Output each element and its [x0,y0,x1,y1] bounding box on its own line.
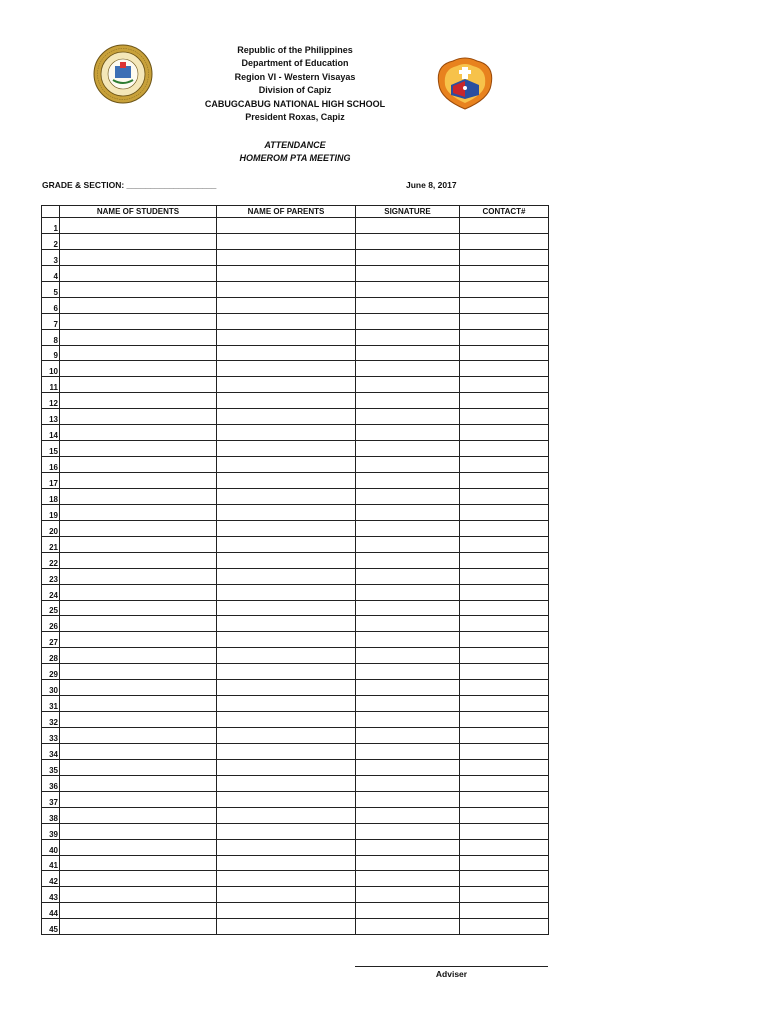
parent-name-cell[interactable] [217,409,356,425]
signature-cell[interactable] [356,712,460,728]
parent-name-cell[interactable] [217,265,356,281]
row-number: 23 [42,568,60,584]
student-name-cell[interactable] [60,855,217,871]
row-number: 26 [42,616,60,632]
header-region: Region VI - Western Visayas [234,71,356,82]
table-row [42,632,549,648]
table-row [42,218,549,234]
contact-cell[interactable] [460,743,549,759]
signature-cell[interactable] [356,632,460,648]
adviser-label: Adviser [435,969,468,979]
row-number: 8 [42,329,60,345]
row-number: 45 [42,919,60,935]
contact-cell[interactable] [460,664,549,680]
student-name-cell[interactable] [60,488,217,504]
parent-name-cell[interactable] [217,552,356,568]
signature-cell[interactable] [356,377,460,393]
contact-cell[interactable] [460,409,549,425]
student-name-cell[interactable] [60,807,217,823]
row-number: 17 [42,473,60,489]
parent-name-cell[interactable] [217,903,356,919]
parent-name-cell[interactable] [217,759,356,775]
table-row [42,600,549,616]
contact-cell[interactable] [460,329,549,345]
row-number: 43 [42,887,60,903]
parent-name-cell[interactable] [217,823,356,839]
row-number: 10 [42,361,60,377]
signature-cell[interactable] [356,791,460,807]
row-number: 11 [42,377,60,393]
signature-cell[interactable] [356,568,460,584]
student-name-cell[interactable] [60,536,217,552]
contact-cell[interactable] [460,393,549,409]
student-name-cell[interactable] [60,680,217,696]
student-name-cell[interactable] [60,903,217,919]
parent-name-cell[interactable] [217,680,356,696]
row-number: 20 [42,520,60,536]
parent-name-cell[interactable] [217,568,356,584]
student-name-cell[interactable] [60,297,217,313]
contact-cell[interactable] [460,712,549,728]
contact-cell[interactable] [460,839,549,855]
contact-cell[interactable] [460,345,549,361]
contact-cell[interactable] [460,361,549,377]
parent-name-cell[interactable] [217,249,356,265]
student-name-cell[interactable] [60,249,217,265]
table-row [42,441,549,457]
contact-cell[interactable] [460,504,549,520]
table-row [42,233,549,249]
student-name-cell[interactable] [60,457,217,473]
student-name-cell[interactable] [60,823,217,839]
signature-cell[interactable] [356,648,460,664]
table-row [42,568,549,584]
contact-cell[interactable] [460,265,549,281]
parent-name-cell[interactable] [217,791,356,807]
table-row [42,791,549,807]
table-row [42,728,549,744]
signature-cell[interactable] [356,839,460,855]
contact-cell[interactable] [460,775,549,791]
contact-cell[interactable] [460,377,549,393]
table-row [42,265,549,281]
header-department: Department of Education [241,58,349,69]
student-name-cell[interactable] [60,839,217,855]
row-number: 39 [42,823,60,839]
row-number: 30 [42,680,60,696]
header-school-name: CABUGCABUG NATIONAL HIGH SCHOOL [204,98,386,109]
row-number: 40 [42,839,60,855]
contact-cell[interactable] [460,855,549,871]
student-name-cell[interactable] [60,504,217,520]
parent-name-cell[interactable] [217,919,356,935]
signature-cell[interactable] [356,425,460,441]
table-row [42,759,549,775]
signature-cell[interactable] [356,696,460,712]
row-number: 31 [42,696,60,712]
row-number: 9 [42,345,60,361]
table-row [42,504,549,520]
row-number: 5 [42,281,60,297]
contact-cell[interactable] [460,648,549,664]
table-row [42,361,549,377]
signature-cell[interactable] [356,504,460,520]
student-name-cell[interactable] [60,218,217,234]
row-number: 14 [42,425,60,441]
table-row [42,552,549,568]
contact-cell[interactable] [460,536,549,552]
student-name-cell[interactable] [60,712,217,728]
parent-name-cell[interactable] [217,393,356,409]
parent-name-cell[interactable] [217,488,356,504]
parent-name-cell[interactable] [217,664,356,680]
table-row [42,775,549,791]
contact-cell[interactable] [460,457,549,473]
table-row [42,807,549,823]
student-name-cell[interactable] [60,759,217,775]
contact-cell[interactable] [460,313,549,329]
parent-name-cell[interactable] [217,536,356,552]
signature-cell[interactable] [356,552,460,568]
parent-name-cell[interactable] [217,297,356,313]
signature-cell[interactable] [356,520,460,536]
table-row [42,664,549,680]
contact-cell[interactable] [460,887,549,903]
signature-cell[interactable] [356,919,460,935]
row-number: 28 [42,648,60,664]
row-number: 18 [42,488,60,504]
row-number: 32 [42,712,60,728]
row-number: 4 [42,265,60,281]
signature-cell[interactable] [356,807,460,823]
table-row [42,919,549,935]
title-attendance: ATTENDANCE [264,140,326,150]
contact-cell[interactable] [460,218,549,234]
table-row [42,313,549,329]
student-name-cell[interactable] [60,743,217,759]
parent-name-cell[interactable] [217,632,356,648]
row-number: 13 [42,409,60,425]
student-name-cell[interactable] [60,616,217,632]
row-number: 2 [42,233,60,249]
table-row [42,377,549,393]
table-header-row [42,206,549,218]
table-row [42,680,549,696]
title-meeting: HOMEROM PTA MEETING [239,153,351,164]
column-header-signature: SIGNATURE [356,206,460,218]
signature-cell[interactable] [356,488,460,504]
table-row [42,871,549,887]
contact-cell[interactable] [460,281,549,297]
contact-cell[interactable] [460,233,549,249]
table-row [42,712,549,728]
parent-name-cell[interactable] [217,457,356,473]
parent-name-cell[interactable] [217,600,356,616]
student-name-cell[interactable] [60,377,217,393]
table-row [42,345,549,361]
signature-cell[interactable] [356,871,460,887]
signature-cell[interactable] [356,233,460,249]
contact-cell[interactable] [460,520,549,536]
signature-cell[interactable] [356,441,460,457]
parent-name-cell[interactable] [217,504,356,520]
meeting-date: June 8, 2017 [406,180,457,190]
signature-cell[interactable] [356,823,460,839]
signature-cell[interactable] [356,887,460,903]
parent-name-cell[interactable] [217,728,356,744]
parent-name-cell[interactable] [217,281,356,297]
student-name-cell[interactable] [60,361,217,377]
signature-cell[interactable] [356,265,460,281]
table-row [42,823,549,839]
contact-cell[interactable] [460,632,549,648]
parent-name-cell[interactable] [217,218,356,234]
row-number: 41 [42,855,60,871]
signature-cell[interactable] [356,600,460,616]
table-row [42,409,549,425]
row-number: 33 [42,728,60,744]
row-number: 38 [42,807,60,823]
row-number: 21 [42,536,60,552]
column-header-contact: CONTACT# [460,206,549,218]
row-number: 25 [42,600,60,616]
parent-name-cell[interactable] [217,520,356,536]
student-name-cell[interactable] [60,887,217,903]
contact-cell[interactable] [460,919,549,935]
student-name-cell[interactable] [60,728,217,744]
row-number: 7 [42,313,60,329]
row-number: 27 [42,632,60,648]
table-row [42,536,549,552]
parent-name-cell[interactable] [217,616,356,632]
table-row [42,488,549,504]
parent-name-cell[interactable] [217,775,356,791]
contact-cell[interactable] [460,488,549,504]
signature-cell[interactable] [356,249,460,265]
student-name-cell[interactable] [60,871,217,887]
table-row [42,887,549,903]
contact-cell[interactable] [460,600,549,616]
table-row [42,457,549,473]
student-name-cell[interactable] [60,584,217,600]
contact-cell[interactable] [460,473,549,489]
contact-cell[interactable] [460,903,549,919]
row-number: 29 [42,664,60,680]
row-number: 22 [42,552,60,568]
student-name-cell[interactable] [60,775,217,791]
contact-cell[interactable] [460,568,549,584]
row-number: 6 [42,297,60,313]
contact-cell[interactable] [460,680,549,696]
row-number: 35 [42,759,60,775]
parent-name-cell[interactable] [217,425,356,441]
header-republic: Republic of the Philippines [237,45,353,55]
row-number: 36 [42,775,60,791]
table-row [42,393,549,409]
adviser-signature-line [355,966,548,967]
contact-cell[interactable] [460,552,549,568]
student-name-cell[interactable] [60,345,217,361]
parent-name-cell[interactable] [217,313,356,329]
contact-cell[interactable] [460,441,549,457]
row-number: 12 [42,393,60,409]
table-row [42,903,549,919]
student-name-cell[interactable] [60,791,217,807]
signature-cell[interactable] [356,393,460,409]
student-name-cell[interactable] [60,393,217,409]
signature-cell[interactable] [356,728,460,744]
contact-cell[interactable] [460,297,549,313]
student-name-cell[interactable] [60,329,217,345]
parent-name-cell[interactable] [217,377,356,393]
student-name-cell[interactable] [60,632,217,648]
parent-name-cell[interactable] [217,361,356,377]
parent-name-cell[interactable] [217,648,356,664]
contact-cell[interactable] [460,616,549,632]
signature-cell[interactable] [356,584,460,600]
column-header-parents: NAME OF PARENTS [217,206,356,218]
signature-cell[interactable] [356,743,460,759]
signature-cell[interactable] [356,616,460,632]
contact-cell[interactable] [460,696,549,712]
school-seal-logo [433,55,497,111]
contact-cell[interactable] [460,728,549,744]
table-row [42,743,549,759]
row-number: 1 [42,218,60,234]
document-title [195,139,395,166]
student-name-cell[interactable] [60,568,217,584]
table-row [42,425,549,441]
parent-name-cell[interactable] [217,855,356,871]
student-name-cell[interactable] [60,441,217,457]
student-name-cell[interactable] [60,919,217,935]
table-row [42,584,549,600]
student-name-cell[interactable] [60,233,217,249]
signature-cell[interactable] [356,409,460,425]
row-number: 3 [42,249,60,265]
student-name-cell[interactable] [60,648,217,664]
parent-name-cell[interactable] [217,473,356,489]
signature-cell[interactable] [356,536,460,552]
table-row [42,297,549,313]
parent-name-cell[interactable] [217,441,356,457]
signature-cell[interactable] [356,329,460,345]
student-name-cell[interactable] [60,552,217,568]
contact-cell[interactable] [460,807,549,823]
table-row [42,855,549,871]
parent-name-cell[interactable] [217,839,356,855]
attendance-table [41,205,549,935]
table-row [42,696,549,712]
parent-name-cell[interactable] [217,887,356,903]
signature-cell[interactable] [356,313,460,329]
header-division: Division of Capiz [258,85,332,96]
row-number: 19 [42,504,60,520]
table-row [42,648,549,664]
parent-name-cell[interactable] [217,233,356,249]
row-number: 16 [42,457,60,473]
student-name-cell[interactable] [60,313,217,329]
header-location: President Roxas, Capiz [245,112,345,123]
signature-cell[interactable] [356,855,460,871]
parent-name-cell[interactable] [217,584,356,600]
parent-name-cell[interactable] [217,345,356,361]
contact-cell[interactable] [460,425,549,441]
table-row [42,616,549,632]
table-row [42,281,549,297]
student-name-cell[interactable] [60,265,217,281]
signature-cell[interactable] [356,297,460,313]
parent-name-cell[interactable] [217,712,356,728]
student-name-cell[interactable] [60,473,217,489]
parent-name-cell[interactable] [217,743,356,759]
student-name-cell[interactable] [60,281,217,297]
division-seal-logo [93,44,153,104]
contact-cell[interactable] [460,584,549,600]
signature-cell[interactable] [356,680,460,696]
student-name-cell[interactable] [60,409,217,425]
signature-cell[interactable] [356,664,460,680]
parent-name-cell[interactable] [217,696,356,712]
contact-cell[interactable] [460,759,549,775]
contact-cell[interactable] [460,791,549,807]
grade-section-field: GRADE & SECTION: ___________________ [42,180,217,190]
row-number: 44 [42,903,60,919]
signature-cell[interactable] [356,457,460,473]
contact-cell[interactable] [460,249,549,265]
row-number: 37 [42,791,60,807]
signature-cell[interactable] [356,281,460,297]
table-row [42,473,549,489]
table-row [42,520,549,536]
row-number: 15 [42,441,60,457]
parent-name-cell[interactable] [217,807,356,823]
parent-name-cell[interactable] [217,329,356,345]
student-name-cell[interactable] [60,664,217,680]
row-number: 34 [42,743,60,759]
row-number: 42 [42,871,60,887]
contact-cell[interactable] [460,823,549,839]
signature-cell[interactable] [356,361,460,377]
letterhead [195,44,395,124]
signature-cell[interactable] [356,903,460,919]
student-name-cell[interactable] [60,696,217,712]
parent-name-cell[interactable] [217,871,356,887]
signature-cell[interactable] [356,345,460,361]
signature-cell[interactable] [356,775,460,791]
student-name-cell[interactable] [60,600,217,616]
table-row [42,839,549,855]
student-name-cell[interactable] [60,520,217,536]
column-header-number [42,206,60,218]
row-number: 24 [42,584,60,600]
column-header-students: NAME OF STUDENTS [60,206,217,218]
signature-cell[interactable] [356,759,460,775]
signature-cell[interactable] [356,473,460,489]
signature-cell[interactable] [356,218,460,234]
table-row [42,329,549,345]
contact-cell[interactable] [460,871,549,887]
table-row [42,249,549,265]
student-name-cell[interactable] [60,425,217,441]
